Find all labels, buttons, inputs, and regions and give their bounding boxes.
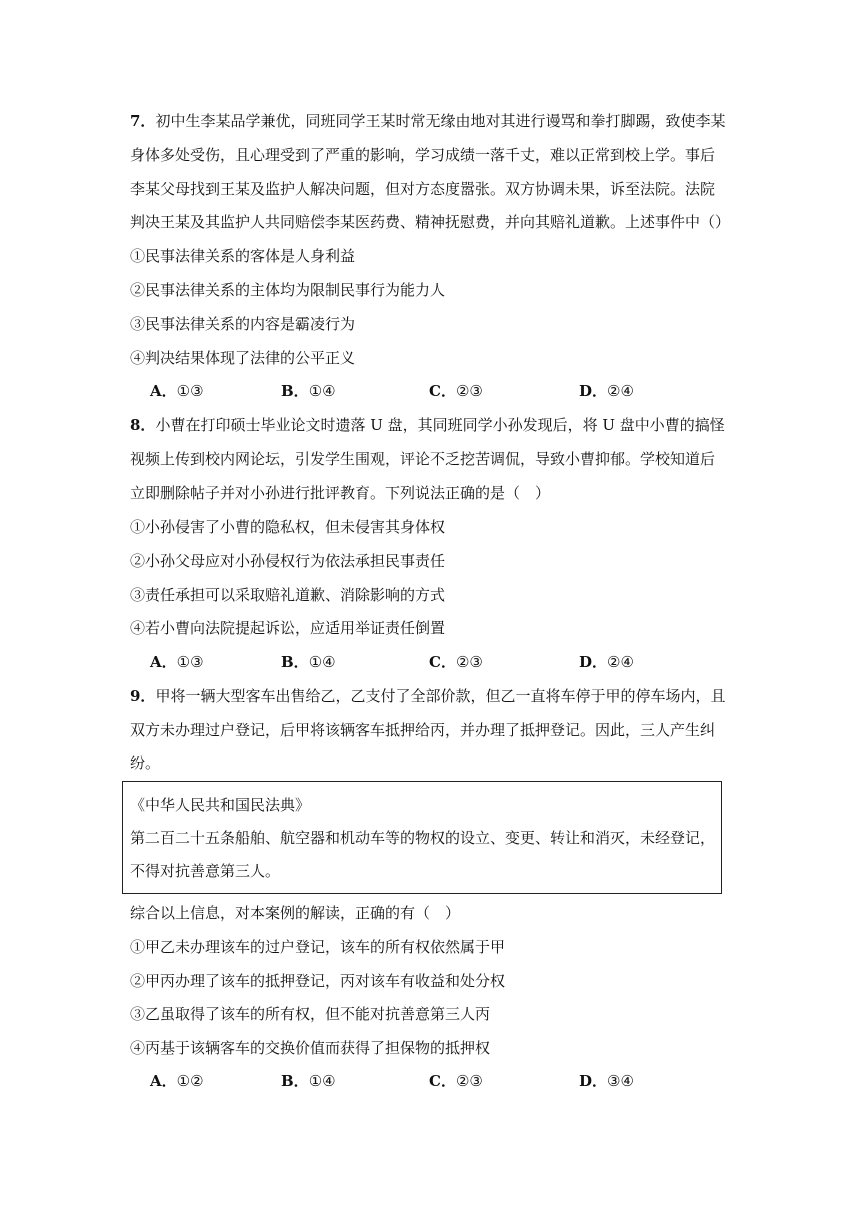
q9-option-b: B．①④: [281, 1072, 336, 1090]
q9-option-d: D．③④: [579, 1072, 634, 1090]
q7-option-c: C．②③: [429, 382, 483, 400]
q7-option-d: D．②④: [579, 382, 634, 400]
q9-prompt: 综合以上信息，对本案例的解读，正确的有（ ）: [130, 904, 461, 922]
q8-statement-3: ③责任承担可以采取赔礼道歉、消除影响的方式: [130, 586, 446, 604]
q8-number: 8．: [130, 416, 156, 434]
q7-line-1: [130, 110, 725, 132]
q8-statement-2: ②小孙父母应对小孙侵权行为依法承担民事责任: [130, 552, 446, 570]
q7-statement-2: ②民事法律关系的主体均为限制民事行为能力人: [130, 281, 446, 299]
q8-option-c: C．②③: [429, 653, 483, 671]
q7-option-b: B．①④: [281, 382, 336, 400]
q8-option-d: D．②④: [579, 653, 634, 671]
q7-line-4: 判决王某及其监护人共同赔偿李某医药费、精神抚慰费，并向其赔礼道歉。上述事件中（）: [130, 213, 731, 231]
q9-statement-2: ②甲丙办理了该车的抵押登记，丙对该车有收益和处分权: [130, 972, 506, 990]
law-excerpt-line-1: 第二百二十五条船舶、航空器和机动车等的物权的设立、变更、转让和消灭，未经登记，: [130, 829, 716, 847]
q9-line-3: 纷。: [130, 754, 161, 772]
q8-option-a: A．①③: [150, 653, 204, 671]
q9-line-2: 双方未办理过户登记，后甲将该辆客车抵押给丙，并办理了抵押登记。因此，三人产生纠: [130, 721, 716, 739]
q8-line-3: 立即删除帖子并对小孙进行批评教育。下列说法正确的是（ ）: [130, 484, 551, 502]
q7-statement-4: ④判决结果体现了法律的公平正义: [130, 349, 356, 367]
q9-statement-4: ④丙基于该辆客车的交换价值而获得了担保物的抵押权: [130, 1039, 491, 1057]
law-excerpt-line-2: 不得对抗善意第三人。: [130, 862, 281, 880]
q9-statement-1: ①甲乙未办理该车的过户登记，该车的所有权依然属于甲: [130, 938, 506, 956]
q8-option-b: B．①④: [281, 653, 336, 671]
q7-option-a: A．①③: [150, 382, 204, 400]
q9-statement-3: ③乙虽取得了该车的所有权，但不能对抗善意第三人丙: [130, 1005, 491, 1023]
q7-number: 7．: [130, 112, 156, 130]
q7-line-2: 身体多处受伤，且心理受到了严重的影响，学习成绩一落千丈，难以正常到校上学。事后: [130, 146, 716, 164]
q8-text: 小曹在打印硕士毕业论文时遗落 U 盘，其同班同学小孙发现后，将 U 盘中小曹的搞怪: [155, 416, 725, 434]
q9-number: 9．: [130, 687, 156, 705]
q8-line-2: 视频上传到校内网论坛，引发学生围观，评论不乏挖苦调侃，导致小曹抑郁。学校知道后: [130, 450, 716, 468]
q9-line-1: [130, 685, 725, 707]
q9-text: 甲将一辆大型客车出售给乙，乙支付了全部价款，但乙一直将车停于甲的停车场内，且: [155, 687, 726, 705]
law-excerpt-title: 《中华人民共和国民法典》: [130, 796, 311, 814]
q8-statement-4: ④若小曹向法院提起诉讼，应适用举证责任倒置: [130, 619, 446, 637]
q8-statement-1: ①小孙侵害了小曹的隐私权，但未侵害其身体权: [130, 518, 446, 536]
q9-option-a: A．①②: [150, 1072, 204, 1090]
q7-text: 初中生李某品学兼优，同班同学王某时常无缘由地对其进行谩骂和拳打脚踢，致使李某: [155, 112, 726, 130]
q7-line-3: 李某父母找到王某及监护人解决问题，但对方态度嚣张。双方协调未果，诉至法院。法院: [130, 180, 716, 198]
q7-statement-3: ③民事法律关系的内容是霸凌行为: [130, 315, 356, 333]
q8-line-1: [130, 414, 725, 436]
q9-option-c: C．②③: [429, 1072, 483, 1090]
q7-statement-1: ①民事法律关系的客体是人身利益: [130, 247, 356, 265]
